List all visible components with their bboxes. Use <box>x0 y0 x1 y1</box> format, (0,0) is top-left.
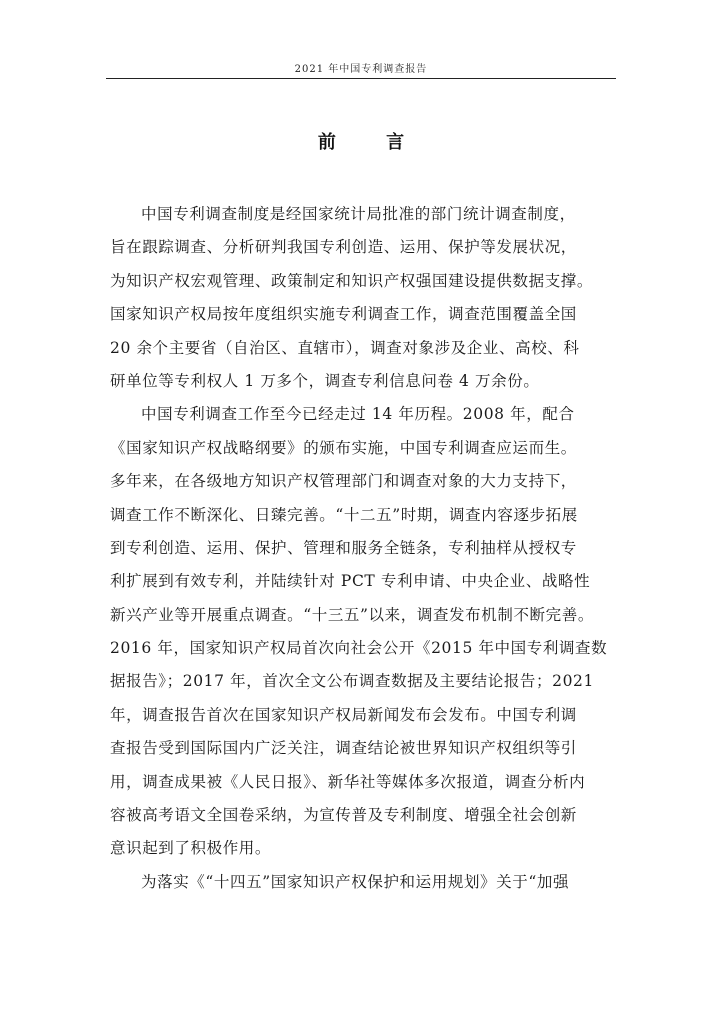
text-line: 多年来，在各级地方知识产权管理部门和调查对象的大力支持下， <box>110 472 577 491</box>
body-text <box>110 198 630 918</box>
text-line: 新兴产业等开展重点调查。“十三五”以来，调查发布机制不断完善。 <box>110 605 594 624</box>
text-line: 《国家知识产权战略纲要》的颁布实施，中国专利调查应运而生。 <box>110 438 577 457</box>
text-line: 意识起到了积极作用。 <box>110 839 272 858</box>
text-line: 2016 年，国家知识产权局首次向社会公开《2015 年中国专利调查数 <box>110 639 608 658</box>
text-line: 为落实《“十四五”国家知识产权保护和运用规划》关于“加强 <box>141 872 570 891</box>
text-line: 旨在跟踪调查、分析研判我国专利创造、运用、保护等发展状况， <box>110 238 577 257</box>
header-rule <box>106 78 616 79</box>
text-line: 中国专利调查工作至今已经走过 14 年历程。2008 年，配合 <box>141 405 575 424</box>
section-title: 前 言 <box>317 132 427 153</box>
text-line: 用，调查成果被《人民日报》、新华社等媒体多次报道，调查分析内 <box>110 772 586 791</box>
text-line: 据报告》；2017 年，首次全文公布调查数据及主要结论报告；2021 <box>110 672 594 691</box>
text-line: 调查工作不断深化、日臻完善。“十二五”时期，调查内容逐步拓展 <box>110 505 578 524</box>
text-line: 查报告受到国际国内广泛关注，调查结论被世界知识产权组织等引 <box>110 739 577 758</box>
text-line: 国家知识产权局按年度组织实施专利调查工作，调查范围覆盖全国 <box>110 305 577 324</box>
text-line: 到专利创造、运用、保护、管理和服务全链条，专利抽样从授权专 <box>110 538 577 557</box>
text-line: 为知识产权宏观管理、政策制定和知识产权强国建设提供数据支撑。 <box>110 271 594 290</box>
running-header: 2021 年中国专利调查报告 <box>294 64 428 75</box>
text-line: 研单位等专利权人 1 万多个，调查专利信息问卷 4 万余份。 <box>110 371 540 390</box>
text-line: 容被高考语文全国卷采纳，为宣传普及专利制度、增强全社会创新 <box>110 806 577 825</box>
text-line: 利扩展到有效专利，并陆续针对 PCT 专利申请、中央企业、战略性 <box>110 572 591 591</box>
text-line: 中国专利调查制度是经国家统计局批准的部门统计调查制度， <box>141 205 576 223</box>
text-line: 年，调查报告首次在国家知识产权局新闻发布会发布。中国专利调 <box>110 705 577 724</box>
text-line: 20 余个主要省（自治区、直辖市），调查对象涉及企业、高校、科 <box>110 338 580 357</box>
